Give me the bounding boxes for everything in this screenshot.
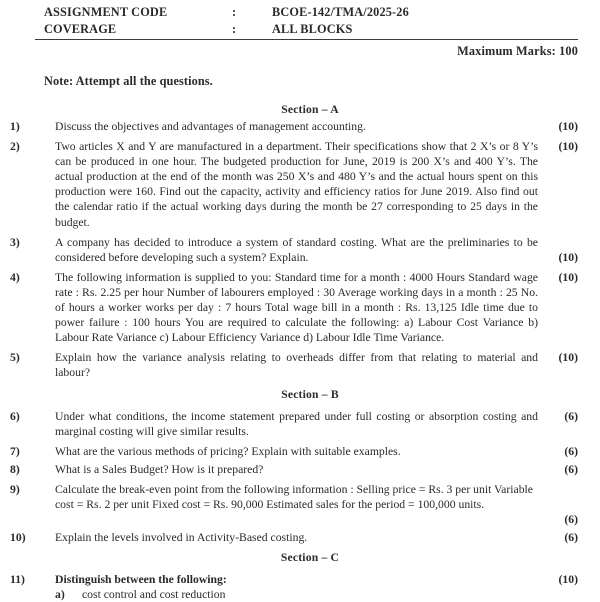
document-header	[0, 0, 600, 37]
question-number: 6)	[10, 409, 20, 423]
question-number: 4)	[10, 270, 20, 284]
section-c-questions	[0, 564, 600, 602]
question-number: 2)	[10, 140, 20, 154]
question-number: 3)	[10, 235, 20, 249]
question-text: Explain the levels involved in Activity-Based costing.	[55, 531, 308, 545]
question-row	[0, 235, 600, 265]
question-text: Discuss the objectives and advantages of management accounting.	[55, 120, 366, 133]
question-number: 11)	[10, 573, 25, 587]
section-heading-c: Section – C	[280, 551, 340, 565]
assignment-code-value: BCOE-142/TMA/2025-26	[272, 5, 409, 19]
question-number: 1)	[10, 120, 20, 133]
assignment-code-label: ASSIGNMENT CODE	[44, 5, 168, 19]
coverage-label: COVERAGE	[44, 21, 117, 36]
question-marks: (10)	[558, 120, 578, 133]
section-heading-a: Section – A	[281, 103, 339, 116]
sub-item-text: cost control and cost reduction	[82, 588, 226, 602]
question-marks: (10)	[558, 270, 578, 284]
question-text: Under what conditions, the income statement prepared under full costing or absorption costing and marginal costing will give similar results.	[55, 409, 538, 438]
question-marks: (6)	[564, 513, 578, 527]
question-row	[0, 530, 600, 545]
question-number: 8)	[10, 462, 20, 476]
question-marks: (6)	[564, 444, 578, 458]
section-b-questions	[0, 401, 600, 546]
coverage-value: ALL BLOCKS	[272, 21, 353, 36]
question-number: 10)	[10, 531, 26, 545]
question-row	[0, 482, 600, 527]
question-number: 7)	[10, 444, 20, 458]
assignment-code-colon: :	[232, 5, 237, 19]
section-a-questions	[0, 116, 600, 381]
question-text: What are the various methods of pricing? Explain with suitable examples.	[55, 444, 401, 458]
maximum-marks: Maximum Marks: 100	[457, 44, 578, 58]
question-text: Two articles X and Y are manufactured in a department. Their specifications show that 2 X’s or 8 Y’s can be produced in one hour. The budgeted production for June, 2019 is 200 X’s and 400 Y’s. The actual production at the end of the month was 250 X’s and 480 Y’s and the actual hours spent on this production were 160. Find out the capacity, activity and efficiency ratios for June 2019. Also find out the calendar ratio if the actual working days during the month be 27 corresponding to 25 days in the budget.	[55, 140, 538, 229]
question-marks: (6)	[564, 462, 578, 476]
sub-item-label: a)	[55, 588, 65, 602]
question-row	[0, 462, 600, 477]
question-row	[0, 139, 600, 230]
question-text: Distinguish between the following:	[55, 573, 227, 587]
assignment-code-row	[44, 4, 578, 21]
question-row	[0, 444, 600, 459]
question-text: The following information is supplied to you: Standard time for a month : 4000 Hours Standard wage rate : Rs. 2.25 per hour Number of labourers employed : 30 Average working days in a month : 25 No. of hours a worker works per day : 7 hours Total wage bill in a month : Rs. 13,125 Idle time due to power failure : 100 hours You are required to calculate the following: a) Labour Cost Variance b) Labour Rate Variance c) Labour Efficiency Variance d) Labour Idle Time Variance.	[55, 270, 538, 345]
coverage-colon: :	[232, 21, 237, 36]
section-heading-b: Section – B	[281, 387, 339, 401]
question-marks: (6)	[564, 409, 578, 423]
question-text: A company has decided to introduce a system of standard costing. What are the preliminaries to be considered before developing such a system? Explain.	[55, 235, 538, 264]
question-marks: (10)	[558, 140, 578, 154]
question-marks: (10)	[558, 250, 578, 264]
question-number: 9)	[10, 482, 20, 496]
question-marks: (10)	[558, 351, 578, 365]
question-row	[0, 350, 600, 380]
coverage-row	[44, 21, 578, 38]
question-number: 5)	[10, 351, 20, 365]
question-marks: (10)	[558, 573, 578, 587]
question-row	[0, 119, 600, 134]
question-row	[0, 409, 600, 439]
attempt-note: Note: Attempt all the questions.	[44, 74, 213, 88]
question-row	[0, 572, 600, 587]
question-marks: (6)	[564, 531, 578, 545]
question-text: Explain how the variance analysis relating to overheads differ from that relating to material and labour?	[55, 351, 538, 380]
question-text: What is a Sales Budget? How is it prepared?	[55, 462, 264, 476]
question-row	[0, 270, 600, 345]
question-text: Calculate the break-even point from the following information : Selling price = Rs. 3 per unit Variable cost = Rs. 2 per unit Fixed cost = Rs. 90,000 Estimated sales for the period = 100,000 units.	[55, 482, 533, 511]
